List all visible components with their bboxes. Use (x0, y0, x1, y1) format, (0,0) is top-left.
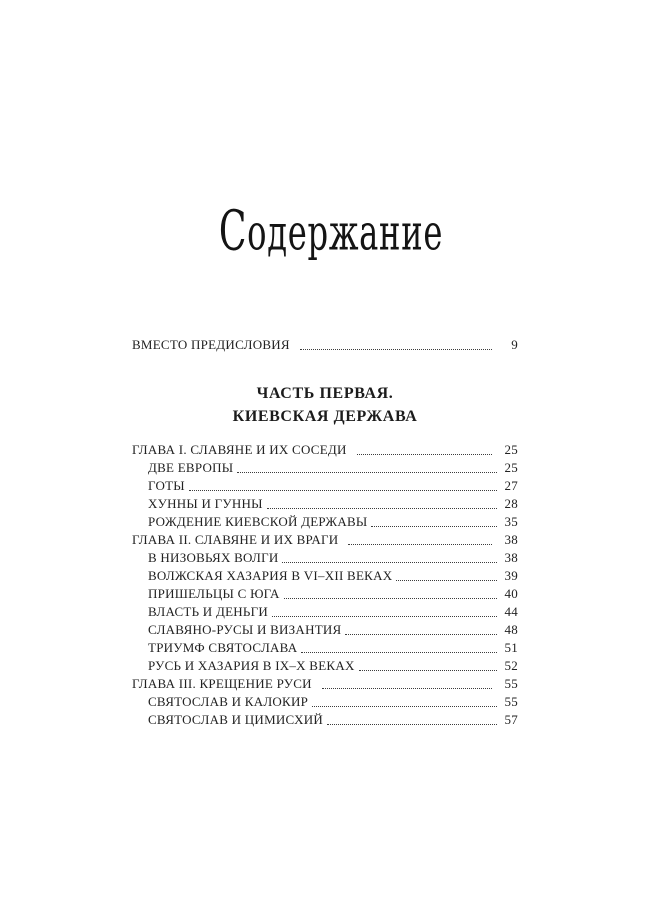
toc-entry-label: ГОТЫ (148, 477, 185, 493)
toc-entry-page: 51 (504, 639, 518, 655)
toc-entry (132, 549, 518, 567)
dot-leader (237, 472, 497, 473)
dot-leader (282, 562, 497, 563)
toc-entry (132, 603, 518, 621)
dot-leader (272, 616, 497, 617)
toc-entry (132, 459, 518, 477)
toc-entry (132, 639, 518, 657)
toc-entry-page: 57 (504, 711, 518, 727)
toc-entry-label: В НИЗОВЬЯХ ВОЛГИ (148, 549, 279, 565)
dot-leader (371, 526, 497, 527)
toc-entry-label: ПРИШЕЛЬЦЫ С ЮГА (148, 585, 280, 601)
toc-entry-page: 55 (504, 693, 518, 709)
dot-leader (267, 508, 497, 509)
toc-entry (132, 441, 518, 459)
dot-leader (348, 544, 492, 545)
part-heading (132, 382, 518, 428)
dot-leader (322, 688, 492, 689)
dot-leader (284, 598, 497, 599)
dot-leader (396, 580, 497, 581)
toc-entry-label: СЛАВЯНО-РУСЫ И ВИЗАНТИЯ (148, 621, 342, 637)
toc-entry (132, 621, 518, 639)
dot-leader (327, 724, 497, 725)
toc-entry (132, 531, 518, 549)
toc-entry-page: 55 (504, 675, 518, 691)
toc-entry-label: ГЛАВА I. СЛАВЯНЕ И ИХ СОСЕДИ (132, 441, 347, 457)
page-title: Содержание (218, 198, 444, 264)
toc-entry-page: 44 (504, 603, 518, 619)
toc-entry-page: 48 (504, 621, 518, 637)
toc-entry-label: СВЯТОСЛАВ И КАЛОКИР (148, 693, 309, 709)
toc-entry-page: 39 (504, 567, 518, 583)
toc-entry-label: ВМЕСТО ПРЕДИСЛОВИЯ (132, 336, 290, 352)
part-heading-line2: КИЕВСКАЯ ДЕРЖАВА (232, 407, 418, 425)
toc-entry (132, 513, 518, 531)
dot-leader (189, 490, 497, 491)
toc-entry-page: 9 (511, 336, 518, 352)
toc-entry-page: 35 (504, 513, 518, 529)
toc-entry-label: ХУННЫ И ГУННЫ (148, 495, 263, 511)
toc-entry-page: 25 (504, 459, 518, 475)
toc-entry-label: ГЛАВА II. СЛАВЯНЕ И ИХ ВРАГИ (132, 531, 339, 547)
toc-entry-label: ДВЕ ЕВРОПЫ (148, 459, 234, 475)
toc-entry-label: СВЯТОСЛАВ И ЦИМИСХИЙ (148, 711, 324, 727)
toc-entry-page: 38 (504, 531, 518, 547)
toc-column (132, 336, 518, 729)
dot-leader (301, 652, 497, 653)
toc-entry (132, 657, 518, 675)
toc-entry-page: 38 (504, 549, 518, 565)
toc-list (132, 441, 518, 729)
dot-leader (312, 706, 497, 707)
toc-entry-page: 25 (504, 441, 518, 457)
toc-entry-label: ВОЛЖСКАЯ ХАЗАРИЯ В VI–XII ВЕКАХ (148, 567, 393, 583)
toc-entry (132, 711, 518, 729)
toc-entry-label: РОЖДЕНИЕ КИЕВСКОЙ ДЕРЖАВЫ (148, 513, 368, 529)
toc-entry-page: 40 (504, 585, 518, 601)
toc-entry (132, 495, 518, 513)
dot-leader (359, 670, 497, 671)
toc-entry (132, 675, 518, 693)
toc-entry (132, 477, 518, 495)
toc-entry (132, 567, 518, 585)
dot-leader (300, 349, 492, 350)
toc-entry-page: 27 (504, 477, 518, 493)
toc-entry-label: ВЛАСТЬ И ДЕНЬГИ (148, 603, 269, 619)
dot-leader (357, 454, 492, 455)
toc-entry-preface (132, 336, 518, 354)
dot-leader (345, 634, 497, 635)
toc-entry (132, 585, 518, 603)
toc-entry-label: ТРИУМФ СВЯТОСЛАВА (148, 639, 298, 655)
toc-entry-label: РУСЬ И ХАЗАРИЯ В IX–X ВЕКАХ (148, 657, 355, 673)
toc-entry-page: 52 (504, 657, 518, 673)
toc-entry-label: ГЛАВА III. КРЕЩЕНИЕ РУСИ (132, 675, 312, 691)
toc-entry-page: 28 (504, 495, 518, 511)
part-heading-line1: ЧАСТЬ ПЕРВАЯ. (256, 384, 394, 402)
toc-entry (132, 693, 518, 711)
